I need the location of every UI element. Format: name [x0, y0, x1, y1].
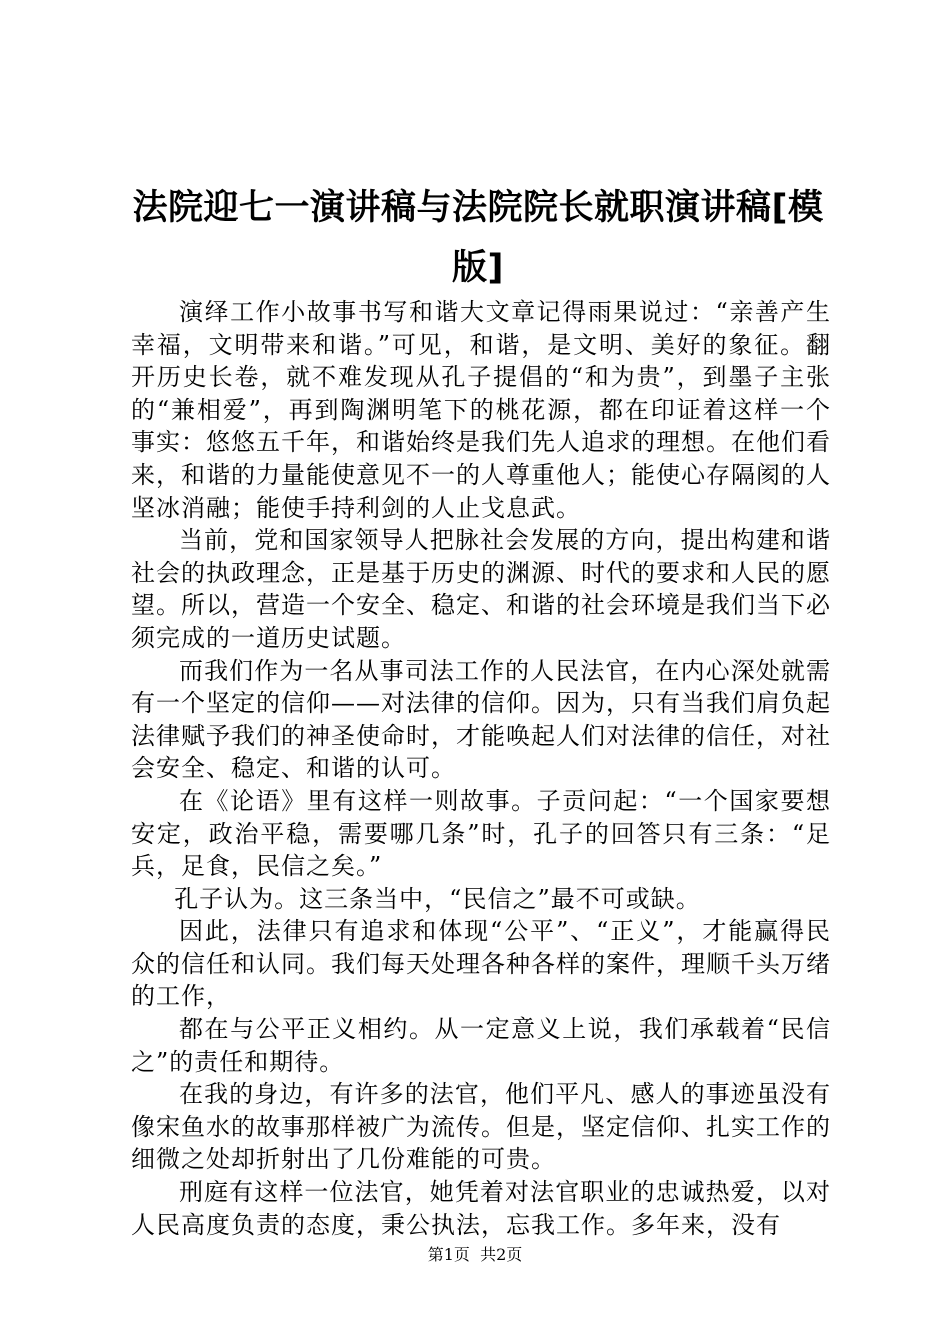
paragraph: 都在与公平正义相约。从一定意义上说，我们承载着“民信之”的责任和期待。	[131, 1015, 831, 1076]
paragraph: 演绎工作小故事书写和谐大文章记得雨果说过：“亲善产生幸福，文明带来和谐。”可见，和谐，是文明、美好的象征。翻开历史长卷，就不难发现从孔子提倡的“和为贵”，到墨子主张的“兼相爱”，再到陶渊明笔下的桃花源，都在印证着这样一个事实：悠悠五千年，和谐始终是我们先人追求的理想。在他们看来，和谐的力量能使意见不一的人尊重他人；能使心存隔阂的人坚冰消融；能使手持利剑的人止戈息武。	[131, 298, 831, 522]
paragraph: 在我的身边，有许多的法官，他们平凡、感人的事迹虽没有像宋鱼水的故事那样被广为流传。但是，坚定信仰、扎实工作的细微之处却折射出了几份难能的可贵。	[131, 1080, 831, 1174]
page-footer	[0, 1242, 950, 1265]
paragraph: 刑庭有这样一位法官，她凭着对法官职业的忠诚热爱，以对人民高度负责的态度，秉公执法，忘我工作。多年来，没有	[131, 1178, 831, 1239]
page-number: 第1页 共2页	[427, 1245, 523, 1264]
document-title: 法院迎七一演讲稿与法院院长就职演讲稿[模版]	[132, 188, 824, 288]
paragraph: 孔子认为。这三条当中，“民信之”最不可或缺。	[174, 884, 701, 913]
paragraph: 在《论语》里有这样一则故事。子贡问起：“一个国家要想安定，政治平稳，需要哪几条”时，孔子的回答只有三条：“足兵，足食，民信之矣。”	[131, 786, 831, 881]
document-body	[131, 296, 831, 1241]
paragraph: 因此，法律只有追求和体现“公平”、“正义”，才能赢得民众的信任和认同。我们每天处理各种各样的案件，理顺千头万绪的工作，	[131, 917, 831, 1011]
paragraph: 当前，党和国家领导人把脉社会发展的方向，提出构建和谐社会的执政理念，正是基于历史的渊源、时代的要求和人民的愿望。所以，营造一个安全、稳定、和谐的社会环境是我们当下必须完成的一道历史试题。	[131, 526, 831, 652]
paragraph: 而我们作为一名从事司法工作的人民法官，在内心深处就需有一个坚定的信仰——对法律的信仰。因为，只有当我们肩负起法律赋予我们的神圣使命时，才能唤起人们对法律的信任，对社会安全、稳定、和谐的认可。	[131, 656, 831, 783]
